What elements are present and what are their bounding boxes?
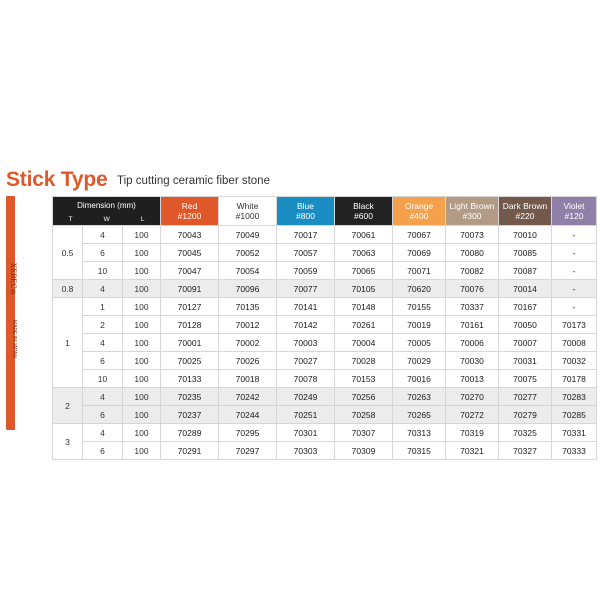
product-code-cell: 70249 — [277, 388, 335, 406]
table-row — [53, 388, 597, 406]
product-code-cell: 70001 — [161, 334, 219, 352]
product-code-cell: 70270 — [446, 388, 499, 406]
product-code-cell: 70327 — [499, 442, 552, 460]
product-code-cell: 70014 — [499, 280, 552, 298]
product-code-cell: 70026 — [219, 352, 277, 370]
product-code-cell: 70017 — [277, 226, 335, 244]
color-name: Violet — [563, 201, 585, 211]
product-code-cell: - — [552, 244, 597, 262]
product-code-cell: 70153 — [335, 370, 393, 388]
width-cell: 4 — [83, 226, 123, 244]
product-code-cell: 70321 — [446, 442, 499, 460]
product-code-cell: 70028 — [335, 352, 393, 370]
table-row — [53, 298, 597, 316]
grit-value: #1000 — [235, 211, 260, 221]
product-code-cell: 70277 — [499, 388, 552, 406]
product-code-cell: 70061 — [335, 226, 393, 244]
product-code-cell: 70279 — [499, 406, 552, 424]
thickness-cell: 2 — [53, 388, 83, 424]
table-row — [53, 316, 597, 334]
product-code-cell: 70127 — [161, 298, 219, 316]
width-cell: 4 — [83, 334, 123, 352]
product-code-cell: 70263 — [393, 388, 446, 406]
product-code-cell: 70073 — [446, 226, 499, 244]
product-code-cell: 70307 — [335, 424, 393, 442]
product-code-cell: 70297 — [219, 442, 277, 460]
grit-value: #1200 — [177, 211, 202, 221]
product-code-cell: 70244 — [219, 406, 277, 424]
length-cell: 100 — [123, 388, 161, 406]
l-header: L — [140, 215, 145, 223]
product-code-cell: 70085 — [499, 244, 552, 262]
grit-value: #400 — [409, 211, 429, 221]
width-cell: 10 — [83, 370, 123, 388]
color-name: Black — [353, 201, 374, 211]
length-cell: 100 — [123, 298, 161, 316]
table-row — [53, 442, 597, 460]
table-row — [53, 244, 597, 262]
product-code-cell: 70309 — [335, 442, 393, 460]
product-code-cell: 70008 — [552, 334, 597, 352]
product-code-cell: 70013 — [446, 370, 499, 388]
length-cell: 100 — [123, 406, 161, 424]
grit-value: #300 — [462, 211, 482, 221]
product-code-cell: 70050 — [499, 316, 552, 334]
product-code-cell: 70043 — [161, 226, 219, 244]
product-code-cell: 70135 — [219, 298, 277, 316]
product-code-cell: 70002 — [219, 334, 277, 352]
product-code-cell: 70059 — [277, 262, 335, 280]
width-cell: 4 — [83, 388, 123, 406]
product-code-cell: 70049 — [219, 226, 277, 244]
product-code-cell: 70057 — [277, 244, 335, 262]
product-code-cell: 70054 — [219, 262, 277, 280]
product-code-cell: 70161 — [446, 316, 499, 334]
product-code-cell: 70173 — [552, 316, 597, 334]
product-code-cell: 70337 — [446, 298, 499, 316]
color-name: Blue — [296, 201, 314, 211]
product-code-cell: 70167 — [499, 298, 552, 316]
color-header-black — [335, 197, 393, 226]
stick-made-label: MADE IN JAPAN — [11, 320, 17, 358]
product-code-cell: 70052 — [219, 244, 277, 262]
product-code-cell: 70096 — [219, 280, 277, 298]
product-code-cell: 70029 — [393, 352, 446, 370]
product-code-cell: 70004 — [335, 334, 393, 352]
color-header-dark-brown — [499, 197, 552, 226]
product-code-cell: 70142 — [277, 316, 335, 334]
product-code-cell: 70006 — [446, 334, 499, 352]
product-code-cell: 70045 — [161, 244, 219, 262]
product-code-cell: 70091 — [161, 280, 219, 298]
color-name: Light Brown — [449, 201, 495, 211]
width-cell: 4 — [83, 280, 123, 298]
product-code-cell: 70080 — [446, 244, 499, 262]
product-code-cell: 70285 — [552, 406, 597, 424]
product-code-cell: 70047 — [161, 262, 219, 280]
product-code-cell: 70148 — [335, 298, 393, 316]
length-cell: 100 — [123, 244, 161, 262]
product-code-cell: 70069 — [393, 244, 446, 262]
stick-logo: XEBEC® — [9, 263, 17, 297]
product-code-cell: 70018 — [219, 370, 277, 388]
page-title: Stick Type — [6, 168, 108, 191]
length-cell: 100 — [123, 262, 161, 280]
thickness-cell: 1 — [53, 298, 83, 388]
product-code-cell: 70005 — [393, 334, 446, 352]
length-cell: 100 — [123, 334, 161, 352]
product-code-cell: 70291 — [161, 442, 219, 460]
product-code-cell: 70030 — [446, 352, 499, 370]
length-cell: 100 — [123, 226, 161, 244]
width-cell: 6 — [83, 352, 123, 370]
product-code-cell: 70076 — [446, 280, 499, 298]
table-row — [53, 262, 597, 280]
product-code-cell: 70027 — [277, 352, 335, 370]
product-code-cell: 70087 — [499, 262, 552, 280]
product-code-cell: 70128 — [161, 316, 219, 334]
product-code-cell: 70242 — [219, 388, 277, 406]
color-header-violet — [552, 197, 597, 226]
product-code-cell: 70078 — [277, 370, 335, 388]
product-code-cell: 70319 — [446, 424, 499, 442]
product-code-cell: 70077 — [277, 280, 335, 298]
product-code-cell: - — [552, 280, 597, 298]
product-code-cell: 70003 — [277, 334, 335, 352]
width-cell: 1 — [83, 298, 123, 316]
product-code-cell: 70272 — [446, 406, 499, 424]
table-body — [53, 226, 597, 460]
product-code-cell: 70261 — [335, 316, 393, 334]
product-code-cell: 70025 — [161, 352, 219, 370]
length-cell: 100 — [123, 316, 161, 334]
length-cell: 100 — [123, 442, 161, 460]
product-code-cell: 70178 — [552, 370, 597, 388]
grit-value: #600 — [354, 211, 373, 221]
product-code-cell: 70155 — [393, 298, 446, 316]
product-code-cell: 70289 — [161, 424, 219, 442]
table-row — [53, 334, 597, 352]
product-code-cell: 70301 — [277, 424, 335, 442]
product-code-cell: 70258 — [335, 406, 393, 424]
table-row — [53, 406, 597, 424]
table-row — [53, 280, 597, 298]
product-code-cell: 70620 — [393, 280, 446, 298]
table-row — [53, 370, 597, 388]
grit-value: #220 — [515, 211, 535, 221]
product-code-cell: 70133 — [161, 370, 219, 388]
product-code-cell: 70251 — [277, 406, 335, 424]
product-code-cell: 70010 — [499, 226, 552, 244]
width-cell: 4 — [83, 424, 123, 442]
width-cell: 2 — [83, 316, 123, 334]
product-code-cell: 70012 — [219, 316, 277, 334]
thickness-cell: 0.8 — [53, 280, 83, 298]
table-row — [53, 424, 597, 442]
width-cell: 10 — [83, 262, 123, 280]
width-cell: 6 — [83, 406, 123, 424]
product-code-cell: 70256 — [335, 388, 393, 406]
stick-image — [6, 196, 15, 430]
product-table — [52, 196, 597, 460]
product-code-cell: 70315 — [393, 442, 446, 460]
product-code-cell: 70067 — [393, 226, 446, 244]
product-code-cell: 70283 — [552, 388, 597, 406]
color-header-light-brown — [446, 197, 499, 226]
page-subtitle: Tip cutting ceramic fiber stone — [117, 175, 270, 187]
product-code-cell: 70333 — [552, 442, 597, 460]
color-name: Dark Brown — [502, 201, 548, 211]
color-header-orange — [393, 197, 446, 226]
length-cell: 100 — [123, 370, 161, 388]
product-code-cell: 70325 — [499, 424, 552, 442]
product-code-cell: 70082 — [446, 262, 499, 280]
product-code-cell: 70031 — [499, 352, 552, 370]
product-code-cell: 70065 — [335, 262, 393, 280]
color-header-white — [219, 197, 277, 226]
w-header: W — [103, 215, 110, 223]
grit-value: #800 — [296, 211, 315, 221]
thickness-cell: 0.5 — [53, 226, 83, 280]
product-code-cell: 70235 — [161, 388, 219, 406]
color-header-red — [161, 197, 219, 226]
product-code-cell: 70032 — [552, 352, 597, 370]
length-cell: 100 — [123, 424, 161, 442]
width-cell: 6 — [83, 244, 123, 262]
color-header-blue — [277, 197, 335, 226]
product-code-cell: 70063 — [335, 244, 393, 262]
color-name: White — [236, 201, 259, 211]
product-code-cell: 70295 — [219, 424, 277, 442]
product-code-cell: 70016 — [393, 370, 446, 388]
length-cell: 100 — [123, 280, 161, 298]
product-code-cell: - — [552, 226, 597, 244]
product-code-cell: - — [552, 262, 597, 280]
t-header: T — [68, 215, 73, 223]
product-code-cell: - — [552, 298, 597, 316]
thickness-cell: 3 — [53, 424, 83, 460]
grit-value: #120 — [564, 211, 584, 221]
product-code-cell: 70237 — [161, 406, 219, 424]
color-name: Orange — [404, 201, 434, 211]
product-code-cell: 70071 — [393, 262, 446, 280]
product-code-cell: 70331 — [552, 424, 597, 442]
dimension-title: Dimension (mm) — [77, 200, 136, 210]
color-name: Red — [181, 201, 198, 211]
table-row — [53, 226, 597, 244]
product-code-cell: 70303 — [277, 442, 335, 460]
product-code-cell: 70265 — [393, 406, 446, 424]
width-cell: 6 — [83, 442, 123, 460]
product-code-cell: 70019 — [393, 316, 446, 334]
length-cell: 100 — [123, 352, 161, 370]
product-code-cell: 70313 — [393, 424, 446, 442]
table-row — [53, 352, 597, 370]
product-code-cell: 70105 — [335, 280, 393, 298]
product-code-cell: 70141 — [277, 298, 335, 316]
dimension-header — [53, 197, 161, 226]
product-code-cell: 70075 — [499, 370, 552, 388]
table-header-row — [53, 197, 597, 226]
product-code-cell: 70007 — [499, 334, 552, 352]
dimension-subheaders — [53, 211, 160, 225]
